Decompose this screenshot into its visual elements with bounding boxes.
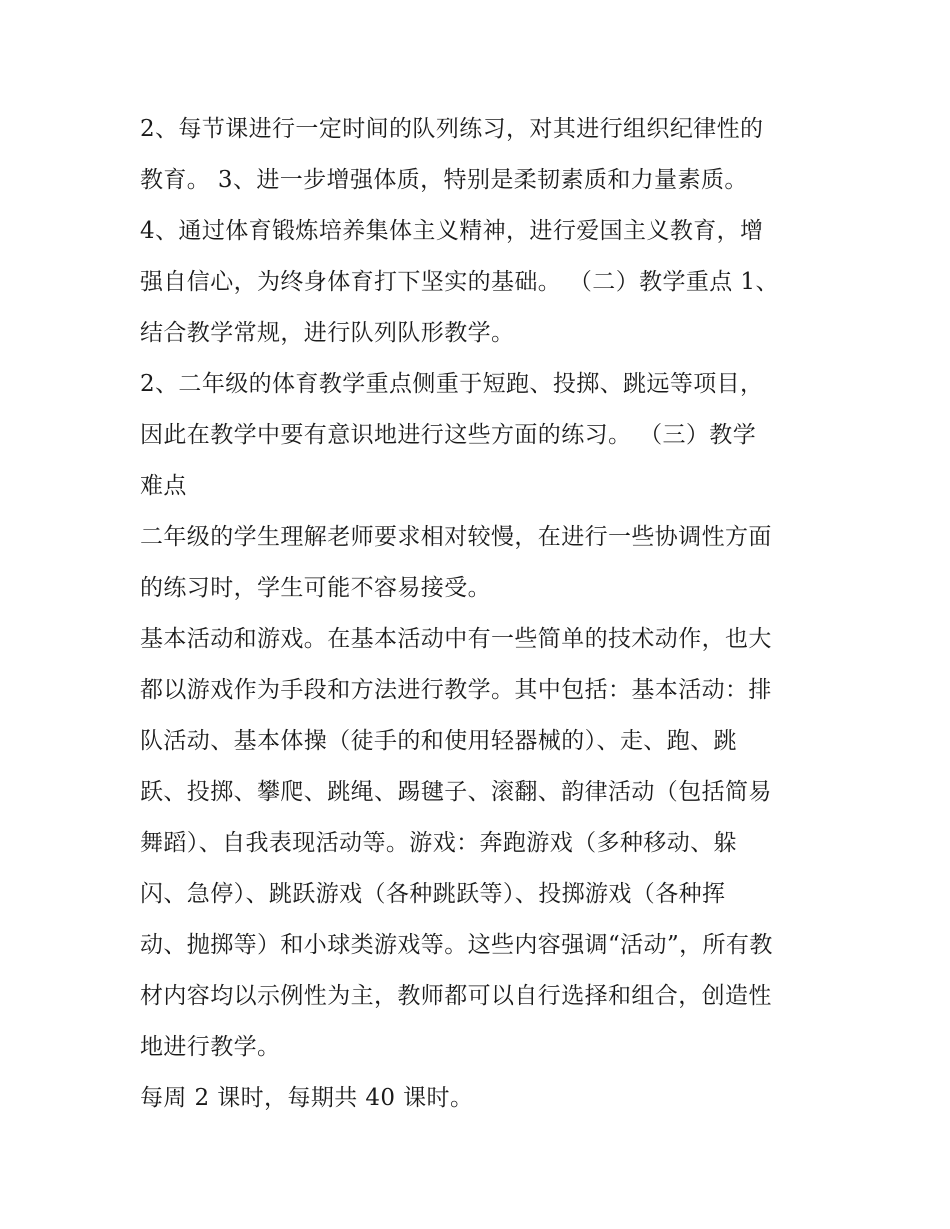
text-line: 2、二年级的体育教学重点侧重于短跑、投掷、跳远等项目， [140,371,764,397]
text-line: 每周 2 课时，每期共 40 课时。 [140,1085,474,1111]
text-line: 的练习时，学生可能不容易接受。 [140,575,491,601]
text-line: 因此在教学中要有意识地进行这些方面的练习。 （三）教学 [140,422,757,448]
text-line: 材内容均以示例性为主，教师都可以自行选择和组合，创造性 [140,983,772,1009]
text-line: 舞蹈）、自我表现活动等。游戏：奔跑游戏（多种移动、躲 [140,830,737,856]
text-line: 二年级的学生理解老师要求相对较慢，在进行一些协调性方面 [140,524,772,550]
text-line: 难点 [140,473,187,499]
text-line: 跃、投掷、攀爬、跳绳、踢毽子、滚翻、韵律活动（包括简易 [140,779,772,805]
text-line: 2、每节课进行一定时间的队列练习，对其进行组织纪律性的 [140,116,764,142]
text-line: 结合教学常规，进行队列队形教学。 [140,320,515,346]
text-line: 基本活动和游戏。在基本活动中有一些简单的技术动作，也大 [140,626,772,652]
text-line: 地进行教学。 [140,1034,281,1060]
text-line: 强自信心，为终身体育打下坚实的基础。 （二）教学重点 1、 [140,269,779,295]
text-line: 都以游戏作为手段和方法进行教学。其中包括：基本活动：排 [140,677,772,703]
text-line: 4、通过体育锻炼培养集体主义精神，进行爱国主义教育，增 [140,218,764,244]
text-line: 动、抛掷等）和小球类游戏等。这些内容强调“活动”，所有教 [140,932,773,958]
text-line: 教育。 3、进一步增强体质，特别是柔韧素质和力量素质。 [140,167,748,193]
text-line: 闪、急停）、跳跃游戏（各种跳跃等）、投掷游戏（各种挥 [140,881,726,907]
text-line: 队活动、基本体操（徒手的和使用轻器械的）、走、跑、跳 [140,728,737,754]
